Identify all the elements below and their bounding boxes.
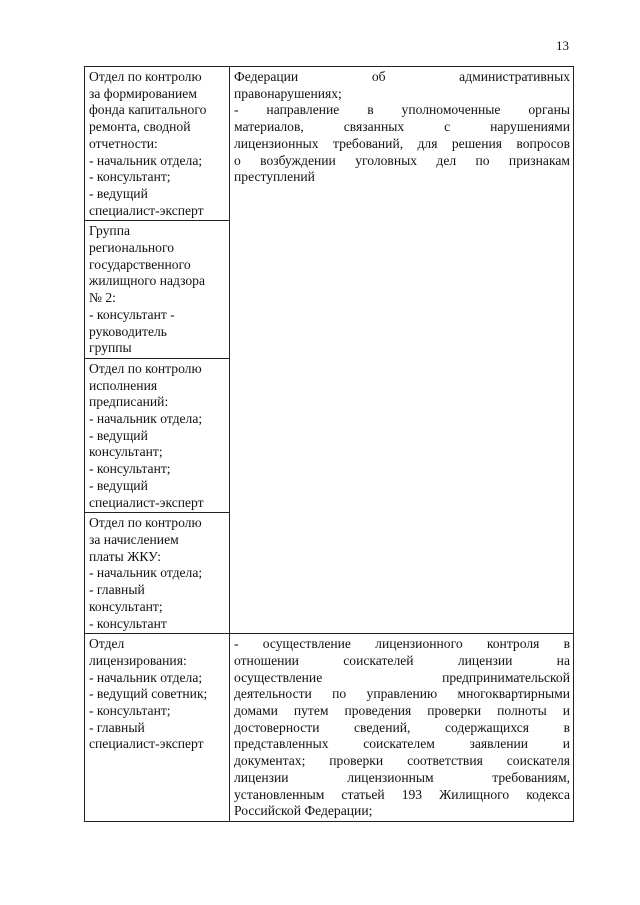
department-line: - ведущий — [89, 185, 148, 201]
department-line: за начислением — [89, 531, 179, 547]
department-line: консультант; — [89, 598, 163, 614]
table-row — [85, 634, 574, 822]
department-line: - ведущий советник; — [89, 686, 208, 702]
department-cell — [85, 221, 230, 359]
functions-cell — [230, 634, 574, 822]
functions-line: Российской Федерации; — [234, 803, 373, 819]
department-line: специалист-эксперт — [89, 202, 204, 218]
department-line: - консультант; — [89, 703, 171, 719]
department-line: - консультант - — [89, 306, 175, 322]
department-line: регионального — [89, 240, 174, 256]
department-cell — [85, 358, 230, 512]
department-line: - ведущий — [89, 477, 148, 493]
functions-line: домами путем проведения проверки полноты и — [234, 703, 570, 719]
functions-line: материалов, связанных с нарушениями — [234, 119, 570, 135]
functions-line: - направление в уполномоченные органы — [234, 102, 570, 118]
functions-line: установленным статьей 193 Жилищного кодекса — [234, 786, 570, 802]
department-cell — [85, 634, 230, 822]
department-line: руководитель — [89, 323, 168, 339]
department-line: № 2: — [89, 290, 116, 306]
department-line: консультант; — [89, 444, 163, 460]
functions-line: о возбуждении уголовных дел по признакам — [234, 152, 570, 168]
functions-line: отношении соискателей лицензии на — [234, 652, 570, 668]
department-line: лицензирования: — [89, 652, 187, 668]
document-table — [84, 66, 574, 822]
functions-line: Федерации об административных — [234, 69, 570, 84]
department-line: отчетности: — [89, 135, 158, 151]
department-line: - консультант; — [89, 169, 171, 185]
department-line: специалист-эксперт — [89, 494, 204, 510]
department-line: - ведущий — [89, 427, 148, 443]
department-line: - начальник отдела; — [89, 565, 203, 581]
department-cell — [85, 513, 230, 634]
department-line: группы — [89, 340, 132, 356]
department-line: платы ЖКУ: — [89, 548, 162, 564]
department-line: Отдел по контролю — [89, 69, 202, 84]
functions-line: - осуществление лицензионного контроля в — [234, 636, 570, 652]
page-number: 13 — [556, 38, 569, 53]
department-line: - главный — [89, 719, 145, 735]
functions-line: достоверности сведений, содержащихся в — [234, 719, 570, 735]
department-line: - начальник отдела; — [89, 152, 203, 168]
department-line: - главный — [89, 582, 145, 598]
department-line: исполнения — [89, 377, 158, 393]
department-line: предписаний: — [89, 394, 169, 410]
department-line: фонда капитального — [89, 102, 207, 118]
department-cell — [85, 67, 230, 221]
department-line: - начальник отдела; — [89, 669, 203, 685]
functions-line: лицензионных требований, для решения вопросов — [234, 135, 570, 151]
functions-cell — [230, 67, 574, 634]
department-line: Отдел — [89, 636, 125, 652]
functions-line: документах; проверки соответствия соискателя — [234, 753, 570, 769]
department-line: государственного — [89, 256, 191, 272]
functions-line: представленных соискателем заявлении и — [234, 736, 570, 752]
department-line: Отдел по контролю — [89, 360, 202, 376]
department-line: Группа — [89, 223, 130, 239]
table-row — [85, 67, 574, 221]
department-line: жилищного надзора — [89, 273, 206, 289]
department-line: Отдел по контролю — [89, 515, 202, 531]
department-line: - консультант — [89, 615, 167, 631]
functions-line: осуществление предпринимательской — [234, 669, 570, 685]
department-line: - консультант; — [89, 461, 171, 477]
department-line: специалист-эксперт — [89, 736, 204, 752]
department-line: за формированием — [89, 85, 197, 101]
functions-line: преступлений — [234, 169, 315, 185]
department-line: ремонта, сводной — [89, 119, 191, 135]
functions-line: деятельности по управлению многоквартирными — [234, 686, 570, 702]
functions-line: лицензии лицензионным требованиям, — [234, 769, 570, 785]
department-line: - начальник отдела; — [89, 411, 203, 427]
functions-line: правонарушениях; — [234, 85, 342, 101]
